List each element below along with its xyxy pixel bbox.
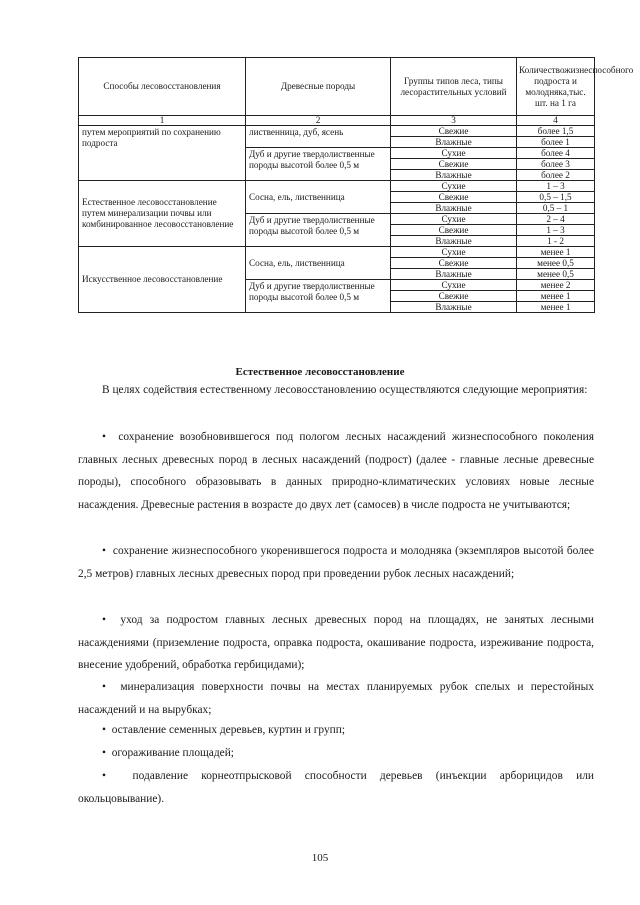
forest-type-cell: Влажные xyxy=(391,137,517,148)
quantity-cell: 0,5 – 1,5 xyxy=(517,192,595,203)
forest-type-cell: Влажные xyxy=(391,236,517,247)
table-row xyxy=(79,247,595,258)
species-cell: Сосна, ель, лиственница xyxy=(246,247,391,280)
quantity-cell: более 4 xyxy=(517,148,595,159)
col-number: 3 xyxy=(391,116,517,126)
forest-type-cell: Свежие xyxy=(391,192,517,203)
forest-type-cell: Сухие xyxy=(391,247,517,258)
forest-type-cell: Влажные xyxy=(391,269,517,280)
method-cell: Искусственное лесовосстановление xyxy=(79,247,246,313)
forest-type-cell: Свежие xyxy=(391,225,517,236)
quantity-cell: менее 0,5 xyxy=(517,269,595,280)
header-forest-types: Группы типов леса, типы лесорастительных условий xyxy=(391,58,517,116)
header-methods: Способы лесовосстановления xyxy=(79,58,246,116)
quantity-cell: более 2 xyxy=(517,170,595,181)
table-row xyxy=(79,181,595,192)
quantity-cell: менее 0,5 xyxy=(517,258,595,269)
forest-type-cell: Сухие xyxy=(391,280,517,291)
header-quantity: Количествожизнеспособного подроста и молодняка,тыс. шт. на 1 га xyxy=(517,58,595,116)
forest-type-cell: Влажные xyxy=(391,170,517,181)
bullet-item: • уход за подростом главных лесных древесных пород на площадях, не занятых лесными насаждениями (приземление подроста, оправка подроста, окашивание подроста, изреживание подроста, внесение удобрений, обработка гербицидами); xyxy=(78,609,594,677)
table-header-row xyxy=(79,58,595,116)
forest-restoration-table xyxy=(78,57,634,313)
header-species: Древесные породы xyxy=(246,58,391,116)
quantity-cell: 1 - 2 xyxy=(517,236,595,247)
forest-type-cell: Сухие xyxy=(391,181,517,192)
col-number: 2 xyxy=(246,116,391,126)
forest-type-cell: Сухие xyxy=(391,148,517,159)
section-heading: Естественное лесовосстановление xyxy=(235,366,405,378)
col-number: 1 xyxy=(79,116,246,126)
forest-type-cell: Свежие xyxy=(391,159,517,170)
method-cell: Естественное лесовосстановление путем минерализации почвы или комбинированное лесовосстановление xyxy=(79,181,246,247)
species-cell: Дуб и другие твердолиственные породы высотой более 0,5 м xyxy=(246,148,391,181)
forest-type-cell: Свежие xyxy=(391,126,517,137)
species-cell: Дуб и другие твердолиственные породы высотой более 0,5 м xyxy=(246,280,391,313)
quantity-cell: менее 1 xyxy=(517,302,595,313)
bullet-item: • оставление семенных деревьев, куртин и групп; xyxy=(78,719,594,742)
table-row xyxy=(79,126,595,137)
species-cell: Дуб и другие твердолиственные породы высотой более 0,5 м xyxy=(246,214,391,247)
bullet-item: • сохранение жизнеспособного укоренившегося подроста и молодняка (экземпляров высотой более 2,5 метров) главных лесных древесных пород при проведении рубок лесных насаждений; xyxy=(78,540,594,585)
species-cell: лиственница, дуб, ясень xyxy=(246,126,391,148)
bullet-item: • огораживание площадей; xyxy=(78,742,594,765)
col-number: 4 xyxy=(517,116,595,126)
method-cell: путем мероприятий по сохранению подроста xyxy=(79,126,246,181)
bullet-item: • минерализация поверхности почвы на местах планируемых рубок спелых и перестойных насаждений и на вырубках; xyxy=(78,676,594,721)
intro-paragraph: В целях содействия естественному лесовосстановлению осуществляются следующие мероприятия: xyxy=(102,384,588,396)
quantity-cell: менее 2 xyxy=(517,280,595,291)
forest-type-cell: Свежие xyxy=(391,258,517,269)
quantity-cell: 2 – 4 xyxy=(517,214,595,225)
forest-type-cell: Сухие xyxy=(391,214,517,225)
page-number: 105 xyxy=(311,852,329,864)
quantity-cell: более 1 xyxy=(517,137,595,148)
quantity-cell: более 1,5 xyxy=(517,126,595,137)
bullet-item: • подавление корнеотпрысковой способности деревьев (инъекции арборицидов или окольцовывание). xyxy=(78,765,594,810)
species-cell: Сосна, ель, лиственница xyxy=(246,181,391,214)
quantity-cell: менее 1 xyxy=(517,291,595,302)
column-number-row xyxy=(79,116,595,126)
quantity-cell: более 3 xyxy=(517,159,595,170)
forest-type-cell: Влажные xyxy=(391,203,517,214)
forest-type-cell: Свежие xyxy=(391,291,517,302)
quantity-cell: 1 – 3 xyxy=(517,181,595,192)
quantity-cell: 1 – 3 xyxy=(517,225,595,236)
quantity-cell: 0,5 – 1 xyxy=(517,203,595,214)
quantity-cell: менее 1 xyxy=(517,247,595,258)
bullet-item: • сохранение возобновившегося под пологом лесных насаждений жизнеспособного поколения главных лесных древесных пород в лесных насаждений (подрост) (далее - главные лесные древесные породы), способного образовывать в данных природно-климатических условиях новые лесные насаждения. Древесные растения в возрасте до двух лет (самосев) в числе подроста не учитываются; xyxy=(78,426,594,516)
forest-type-cell: Влажные xyxy=(391,302,517,313)
